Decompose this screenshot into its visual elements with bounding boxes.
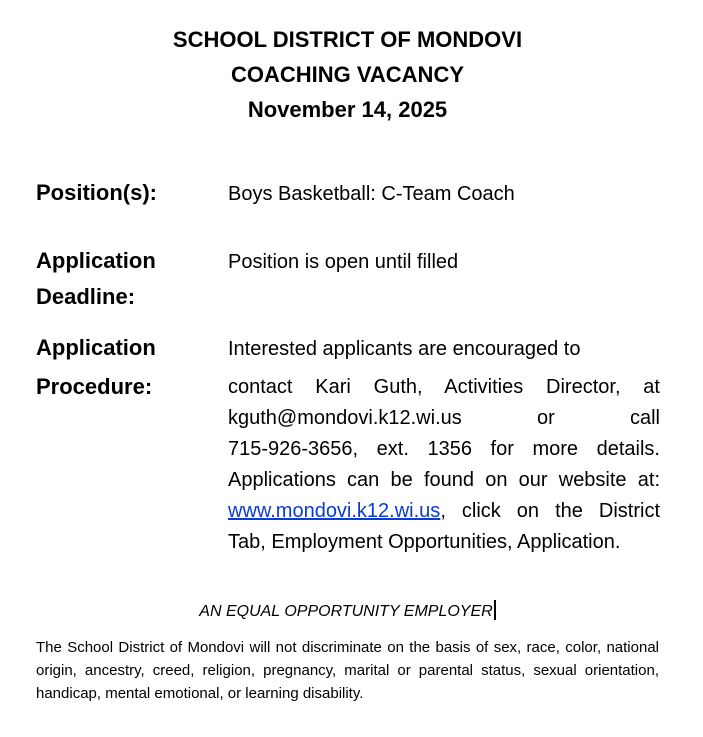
- procedure-line-website: [228, 496, 660, 527]
- document-title: COACHING VACANCY: [230, 62, 465, 87]
- deadline-value: Position is open until filled: [228, 251, 459, 273]
- text-cursor: [494, 600, 496, 620]
- equal-opportunity-statement: [0, 600, 695, 622]
- procedure-line-phone: 715-926-3656, ext. 1356 for more details.: [228, 438, 660, 460]
- website-line-rest: , click on the District: [440, 500, 660, 522]
- website-link[interactable]: www.mondovi.k12.wi.us: [228, 500, 441, 522]
- call-text: call: [629, 407, 660, 429]
- contact-email: kguth@mondovi.k12.wi.us: [228, 407, 462, 429]
- procedure-line-tab: Tab, Employment Opportunities, Application.: [228, 531, 621, 553]
- procedure-body: [228, 372, 660, 558]
- position-value: Boys Basketball: C-Team Coach: [228, 183, 515, 205]
- procedure-label-line2: Procedure:: [36, 374, 153, 399]
- procedure-line-email: [228, 403, 660, 434]
- procedure-label-line1: Application: [36, 335, 156, 360]
- district-name: SCHOOL DISTRICT OF MONDOVI: [172, 27, 523, 52]
- procedure-line-contact: contact Kari Guth, Activities Director, at: [228, 376, 660, 398]
- or-text: or: [536, 407, 555, 429]
- eoe-text: AN EQUAL OPPORTUNITY EMPLOYER: [199, 603, 493, 620]
- posting-date: November 14, 2025: [247, 97, 448, 122]
- procedure-first-line: Interested applicants are encouraged to: [228, 338, 581, 360]
- position-label: Position(s):: [36, 180, 157, 205]
- deadline-label-line1: Application: [36, 248, 156, 273]
- deadline-label-line2: Deadline:: [36, 284, 136, 309]
- procedure-line-applications: Applications can be found on our website at:: [228, 469, 660, 491]
- nondiscrimination-policy: The School District of Mondovi will not discriminate on the basis of sex, race, color, national origin, ancestry, creed, religion, pregnancy, marital or parental status, sexual orientation, handicap, mental emotional, or learning disability.: [36, 639, 659, 702]
